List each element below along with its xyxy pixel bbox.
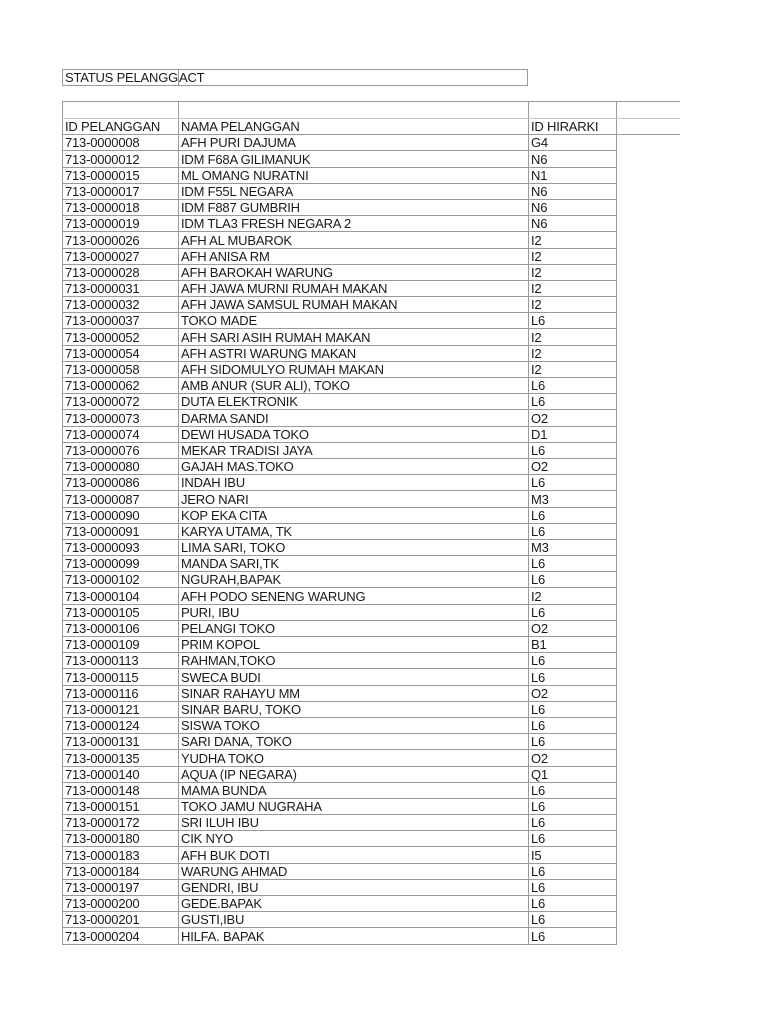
cell-id-pelanggan: 713-0000131 — [63, 734, 179, 750]
table-row — [63, 426, 680, 442]
header-id-pelanggan: ID PELANGGAN — [63, 119, 179, 135]
cell-id-hirarki: L6 — [529, 475, 617, 491]
empty-cell — [617, 798, 680, 814]
table-row — [63, 831, 680, 847]
cell-id-pelanggan: 713-0000090 — [63, 507, 179, 523]
status-filter-row — [62, 69, 528, 86]
cell-nama-pelanggan: GEDE.BAPAK — [179, 896, 529, 912]
cell-id-pelanggan: 713-0000121 — [63, 701, 179, 717]
cell-nama-pelanggan: RAHMAN,TOKO — [179, 653, 529, 669]
cell-id-hirarki: L6 — [529, 831, 617, 847]
cell-id-hirarki: L6 — [529, 734, 617, 750]
cell-nama-pelanggan: AFH JAWA MURNI RUMAH MAKAN — [179, 280, 529, 296]
cell-id-pelanggan: 713-0000019 — [63, 216, 179, 232]
empty-cell — [617, 410, 680, 426]
table-row — [63, 135, 680, 151]
table-row — [63, 669, 680, 685]
empty-cell — [617, 863, 680, 879]
cell-id-pelanggan: 713-0000015 — [63, 167, 179, 183]
cell-id-pelanggan: 713-0000124 — [63, 717, 179, 733]
cell-id-hirarki: L6 — [529, 701, 617, 717]
table-row — [63, 653, 680, 669]
table-row — [63, 151, 680, 167]
cell-id-hirarki: O2 — [529, 750, 617, 766]
cell-id-hirarki: I2 — [529, 280, 617, 296]
header-nama-pelanggan: NAMA PELANGGAN — [179, 119, 529, 135]
cell-id-pelanggan: 713-0000201 — [63, 912, 179, 928]
empty-cell — [617, 264, 680, 280]
cell-nama-pelanggan: AQUA (IP NEGARA) — [179, 766, 529, 782]
table-row — [63, 928, 680, 944]
empty-cell — [617, 653, 680, 669]
cell-id-pelanggan: 713-0000018 — [63, 199, 179, 215]
table-row — [63, 297, 680, 313]
cell-id-hirarki: N6 — [529, 216, 617, 232]
cell-id-pelanggan: 713-0000027 — [63, 248, 179, 264]
cell-nama-pelanggan: TOKO JAMU NUGRAHA — [179, 798, 529, 814]
empty-cell — [617, 928, 680, 944]
cell-nama-pelanggan: YUDHA TOKO — [179, 750, 529, 766]
table-row — [63, 264, 680, 280]
table-row — [63, 216, 680, 232]
empty-cell — [617, 297, 680, 313]
empty-cell — [617, 669, 680, 685]
table-row — [63, 313, 680, 329]
empty-cell — [617, 588, 680, 604]
status-label: STATUS PELANGG — [65, 70, 179, 85]
table-row — [63, 394, 680, 410]
empty-cell — [617, 167, 680, 183]
cell-id-pelanggan: 713-0000135 — [63, 750, 179, 766]
cell-id-hirarki: L6 — [529, 378, 617, 394]
cell-id-pelanggan: 713-0000093 — [63, 539, 179, 555]
cell-id-hirarki: L6 — [529, 928, 617, 944]
cell-nama-pelanggan: PURI, IBU — [179, 604, 529, 620]
cell-id-pelanggan: 713-0000115 — [63, 669, 179, 685]
table-row — [63, 491, 680, 507]
cell-id-pelanggan: 713-0000099 — [63, 556, 179, 572]
cell-id-hirarki: O2 — [529, 685, 617, 701]
cell-nama-pelanggan: AFH SIDOMULYO RUMAH MAKAN — [179, 361, 529, 377]
cell-nama-pelanggan: AFH PURI DAJUMA — [179, 135, 529, 151]
cell-id-hirarki: L6 — [529, 896, 617, 912]
cell-nama-pelanggan: AFH ANISA RM — [179, 248, 529, 264]
cell-id-hirarki: N6 — [529, 199, 617, 215]
empty-cell — [617, 199, 680, 215]
empty-cell — [617, 831, 680, 847]
cell-id-pelanggan: 713-0000058 — [63, 361, 179, 377]
cell-id-pelanggan: 713-0000054 — [63, 345, 179, 361]
empty-cell — [617, 523, 680, 539]
empty-cell — [617, 556, 680, 572]
table-row — [63, 572, 680, 588]
cell-id-pelanggan: 713-0000104 — [63, 588, 179, 604]
table-row — [63, 766, 680, 782]
cell-id-pelanggan: 713-0000180 — [63, 831, 179, 847]
empty-cell — [617, 896, 680, 912]
table-row — [63, 717, 680, 733]
cell-id-hirarki: L6 — [529, 394, 617, 410]
empty-cell — [529, 102, 617, 119]
cell-id-pelanggan: 713-0000037 — [63, 313, 179, 329]
empty-cell — [617, 232, 680, 248]
empty-cell — [617, 620, 680, 636]
empty-cell — [617, 734, 680, 750]
cell-id-hirarki: L6 — [529, 863, 617, 879]
cell-id-hirarki: L6 — [529, 442, 617, 458]
table-row — [63, 199, 680, 215]
table-header-row — [63, 119, 680, 135]
cell-nama-pelanggan: GENDRI, IBU — [179, 879, 529, 895]
empty-cell — [617, 475, 680, 491]
cell-id-pelanggan: 713-0000105 — [63, 604, 179, 620]
table-row — [63, 556, 680, 572]
cell-nama-pelanggan: IDM F55L NEGARA — [179, 183, 529, 199]
cell-id-hirarki: L6 — [529, 604, 617, 620]
cell-id-hirarki: O2 — [529, 458, 617, 474]
cell-id-pelanggan: 713-0000026 — [63, 232, 179, 248]
table-row — [63, 475, 680, 491]
table-row — [63, 798, 680, 814]
header-id-hirarki: ID HIRARKI — [529, 119, 617, 135]
cell-id-pelanggan: 713-0000091 — [63, 523, 179, 539]
cell-nama-pelanggan: AFH ASTRI WARUNG MAKAN — [179, 345, 529, 361]
table-row — [63, 637, 680, 653]
cell-nama-pelanggan: MAMA BUNDA — [179, 782, 529, 798]
table-row — [63, 248, 680, 264]
cell-id-hirarki: L6 — [529, 717, 617, 733]
table-row — [63, 523, 680, 539]
cell-nama-pelanggan: AFH SARI ASIH RUMAH MAKAN — [179, 329, 529, 345]
table-row — [63, 378, 680, 394]
cell-id-pelanggan: 713-0000080 — [63, 458, 179, 474]
cell-id-pelanggan: 713-0000148 — [63, 782, 179, 798]
cell-id-pelanggan: 713-0000017 — [63, 183, 179, 199]
empty-cell — [617, 119, 680, 135]
cell-id-hirarki: L6 — [529, 556, 617, 572]
cell-id-pelanggan: 713-0000031 — [63, 280, 179, 296]
cell-id-hirarki: L6 — [529, 912, 617, 928]
cell-nama-pelanggan: DARMA SANDI — [179, 410, 529, 426]
empty-cell — [617, 491, 680, 507]
cell-nama-pelanggan: MEKAR TRADISI JAYA — [179, 442, 529, 458]
table-row — [63, 539, 680, 555]
table-row — [63, 782, 680, 798]
empty-cell — [617, 539, 680, 555]
empty-cell — [617, 361, 680, 377]
cell-id-hirarki: L6 — [529, 507, 617, 523]
table-row — [63, 896, 680, 912]
empty-cell — [617, 912, 680, 928]
cell-nama-pelanggan: DEWI HUSADA TOKO — [179, 426, 529, 442]
cell-id-hirarki: L6 — [529, 313, 617, 329]
cell-id-hirarki: I2 — [529, 345, 617, 361]
cell-id-hirarki: I2 — [529, 329, 617, 345]
table-row — [63, 361, 680, 377]
cell-id-hirarki: B1 — [529, 637, 617, 653]
empty-cell — [617, 815, 680, 831]
cell-id-pelanggan: 713-0000074 — [63, 426, 179, 442]
cell-id-hirarki: L6 — [529, 572, 617, 588]
cell-nama-pelanggan: AFH BAROKAH WARUNG — [179, 264, 529, 280]
cell-nama-pelanggan: GUSTI,IBU — [179, 912, 529, 928]
cell-id-pelanggan: 713-0000032 — [63, 297, 179, 313]
empty-cell — [617, 394, 680, 410]
empty-cell — [617, 426, 680, 442]
table-row — [63, 912, 680, 928]
cell-id-hirarki: N1 — [529, 167, 617, 183]
cell-nama-pelanggan: LIMA SARI, TOKO — [179, 539, 529, 555]
cell-id-hirarki: I2 — [529, 297, 617, 313]
customer-table — [62, 101, 680, 945]
cell-nama-pelanggan: AFH PODO SENENG WARUNG — [179, 588, 529, 604]
table-row — [63, 620, 680, 636]
table-row — [63, 507, 680, 523]
empty-cell — [617, 378, 680, 394]
empty-cell — [617, 847, 680, 863]
cell-nama-pelanggan: AFH BUK DOTI — [179, 847, 529, 863]
cell-id-hirarki: Q1 — [529, 766, 617, 782]
cell-id-pelanggan: 713-0000102 — [63, 572, 179, 588]
table-row — [63, 685, 680, 701]
table-row — [63, 750, 680, 766]
table-row — [63, 815, 680, 831]
cell-nama-pelanggan: MANDA SARI,TK — [179, 556, 529, 572]
cell-nama-pelanggan: SWECA BUDI — [179, 669, 529, 685]
cell-id-pelanggan: 713-0000151 — [63, 798, 179, 814]
cell-id-pelanggan: 713-0000076 — [63, 442, 179, 458]
empty-cell — [617, 685, 680, 701]
cell-id-hirarki: I5 — [529, 847, 617, 863]
cell-nama-pelanggan: DUTA ELEKTRONIK — [179, 394, 529, 410]
cell-nama-pelanggan: PRIM KOPOL — [179, 637, 529, 653]
table-row — [63, 863, 680, 879]
empty-cell — [617, 102, 680, 119]
table-row — [63, 458, 680, 474]
cell-id-pelanggan: 713-0000116 — [63, 685, 179, 701]
cell-id-hirarki: L6 — [529, 798, 617, 814]
cell-id-hirarki: O2 — [529, 410, 617, 426]
empty-cell — [617, 750, 680, 766]
cell-id-pelanggan: 713-0000197 — [63, 879, 179, 895]
cell-id-pelanggan: 713-0000109 — [63, 637, 179, 653]
cell-id-hirarki: L6 — [529, 669, 617, 685]
empty-cell — [617, 135, 680, 151]
cell-nama-pelanggan: HILFA. BAPAK — [179, 928, 529, 944]
empty-cell — [617, 782, 680, 798]
table-row — [63, 167, 680, 183]
empty-cell — [617, 717, 680, 733]
empty-cell — [617, 572, 680, 588]
cell-id-pelanggan: 713-0000140 — [63, 766, 179, 782]
cell-id-pelanggan: 713-0000204 — [63, 928, 179, 944]
table-row — [63, 345, 680, 361]
cell-nama-pelanggan: GAJAH MAS.TOKO — [179, 458, 529, 474]
table-row — [63, 329, 680, 345]
cell-id-hirarki: I2 — [529, 232, 617, 248]
cell-nama-pelanggan: SINAR RAHAYU MM — [179, 685, 529, 701]
empty-cell — [617, 604, 680, 620]
cell-id-hirarki: O2 — [529, 620, 617, 636]
empty-cell — [617, 507, 680, 523]
cell-id-pelanggan: 713-0000072 — [63, 394, 179, 410]
cell-nama-pelanggan: PELANGI TOKO — [179, 620, 529, 636]
empty-cell — [617, 151, 680, 167]
cell-nama-pelanggan: SISWA TOKO — [179, 717, 529, 733]
cell-nama-pelanggan: IDM TLA3 FRESH NEGARA 2 — [179, 216, 529, 232]
cell-nama-pelanggan: KARYA UTAMA, TK — [179, 523, 529, 539]
cell-nama-pelanggan: WARUNG AHMAD — [179, 863, 529, 879]
cell-id-pelanggan: 713-0000028 — [63, 264, 179, 280]
empty-cell — [617, 879, 680, 895]
empty-cell — [617, 442, 680, 458]
cell-nama-pelanggan: SRI ILUH IBU — [179, 815, 529, 831]
cell-id-pelanggan: 713-0000012 — [63, 151, 179, 167]
table-row — [63, 280, 680, 296]
cell-id-pelanggan: 713-0000087 — [63, 491, 179, 507]
empty-cell — [617, 345, 680, 361]
cell-nama-pelanggan: IDM F68A GILIMANUK — [179, 151, 529, 167]
cell-id-hirarki: N6 — [529, 183, 617, 199]
cell-nama-pelanggan: AFH JAWA SAMSUL RUMAH MAKAN — [179, 297, 529, 313]
cell-id-pelanggan: 713-0000113 — [63, 653, 179, 669]
cell-nama-pelanggan: JERO NARI — [179, 491, 529, 507]
empty-cell — [617, 280, 680, 296]
cell-id-hirarki: M3 — [529, 539, 617, 555]
cell-nama-pelanggan: INDAH IBU — [179, 475, 529, 491]
cell-id-pelanggan: 713-0000200 — [63, 896, 179, 912]
cell-id-pelanggan: 713-0000183 — [63, 847, 179, 863]
empty-cell — [617, 248, 680, 264]
cell-id-hirarki: N6 — [529, 151, 617, 167]
table-row — [63, 879, 680, 895]
cell-id-hirarki: L6 — [529, 815, 617, 831]
cell-id-hirarki: D1 — [529, 426, 617, 442]
empty-cell — [63, 102, 179, 119]
cell-nama-pelanggan: TOKO MADE — [179, 313, 529, 329]
cell-id-hirarki: M3 — [529, 491, 617, 507]
cell-id-hirarki: I2 — [529, 361, 617, 377]
empty-cell — [617, 216, 680, 232]
cell-id-pelanggan: 713-0000062 — [63, 378, 179, 394]
cell-id-hirarki: L6 — [529, 523, 617, 539]
cell-id-pelanggan: 713-0000073 — [63, 410, 179, 426]
cell-nama-pelanggan: AMB ANUR (SUR ALI), TOKO — [179, 378, 529, 394]
empty-cell — [617, 637, 680, 653]
table-row — [63, 183, 680, 199]
cell-id-pelanggan: 713-0000008 — [63, 135, 179, 151]
empty-cell — [617, 313, 680, 329]
empty-cell — [617, 701, 680, 717]
table-row — [63, 734, 680, 750]
cell-id-hirarki: L6 — [529, 653, 617, 669]
status-value: ACT — [179, 70, 205, 85]
cell-nama-pelanggan: SARI DANA, TOKO — [179, 734, 529, 750]
table-row — [63, 701, 680, 717]
cell-id-hirarki: L6 — [529, 879, 617, 895]
cell-nama-pelanggan: IDM F887 GUMBRIH — [179, 199, 529, 215]
cell-nama-pelanggan: CIK NYO — [179, 831, 529, 847]
empty-cell — [617, 458, 680, 474]
cell-nama-pelanggan: AFH AL MUBAROK — [179, 232, 529, 248]
cell-id-pelanggan: 713-0000184 — [63, 863, 179, 879]
table-row — [63, 604, 680, 620]
cell-id-hirarki: I2 — [529, 248, 617, 264]
table-row — [63, 410, 680, 426]
table-row — [63, 847, 680, 863]
empty-cell — [617, 329, 680, 345]
table-row — [63, 442, 680, 458]
cell-id-pelanggan: 713-0000052 — [63, 329, 179, 345]
cell-id-hirarki: L6 — [529, 782, 617, 798]
cell-id-hirarki: G4 — [529, 135, 617, 151]
table-row — [63, 232, 680, 248]
cell-id-hirarki: I2 — [529, 264, 617, 280]
cell-id-pelanggan: 713-0000086 — [63, 475, 179, 491]
blank-row — [63, 102, 680, 119]
cell-id-pelanggan: 713-0000172 — [63, 815, 179, 831]
cell-nama-pelanggan: ML OMANG NURATNI — [179, 167, 529, 183]
cell-nama-pelanggan: SINAR BARU, TOKO — [179, 701, 529, 717]
table-row — [63, 588, 680, 604]
empty-cell — [617, 766, 680, 782]
empty-cell — [617, 183, 680, 199]
cell-id-hirarki: I2 — [529, 588, 617, 604]
cell-nama-pelanggan: NGURAH,BAPAK — [179, 572, 529, 588]
cell-id-pelanggan: 713-0000106 — [63, 620, 179, 636]
empty-cell — [179, 102, 529, 119]
cell-nama-pelanggan: KOP EKA CITA — [179, 507, 529, 523]
